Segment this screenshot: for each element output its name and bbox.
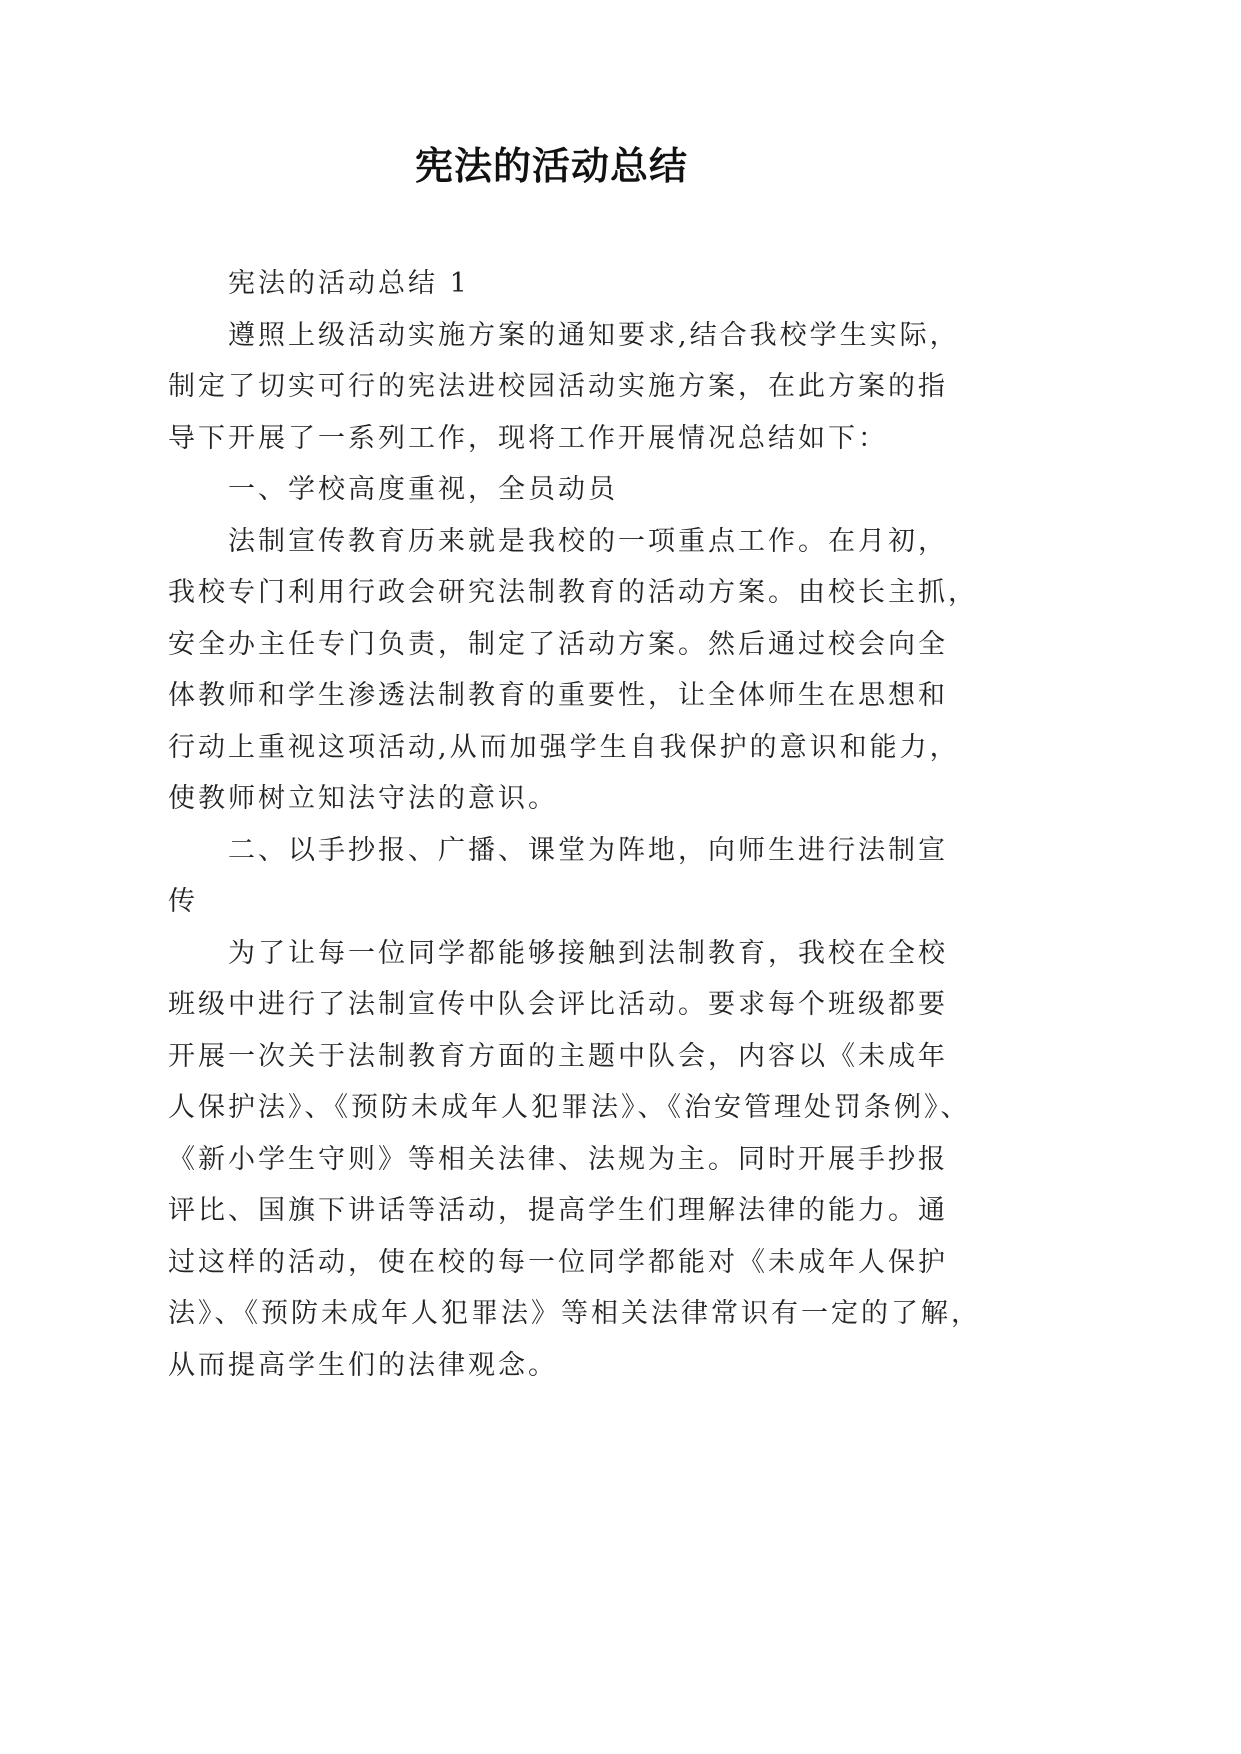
body-line: 行动上重视这项活动,从而加强学生自我保护的意识和能力，	[168, 731, 960, 763]
body-line: 为了让每一位同学都能够接触到法制教育，我校在全校	[228, 937, 948, 969]
body-line: 评比、国旗下讲话等活动，提高学生们理解法律的能力。通	[168, 1195, 948, 1226]
body-line: 使教师树立知法守法的意识。	[168, 783, 558, 814]
body-line: 法制宣传教育历来就是我校的一项重点工作。在月初，	[228, 525, 948, 557]
body-line: 安全办主任专门负责，制定了活动方案。然后通过校会向全	[168, 628, 948, 660]
document-title: 宪法的活动总结	[414, 143, 688, 188]
body-line: 过这样的活动，使在校的每一位同学都能对《未成年人保护	[168, 1246, 948, 1278]
body-line: 从而提高学生们的法律观念。	[168, 1349, 558, 1381]
body-line: 导下开展了一系列工作，现将工作开展情况总结如下：	[168, 422, 888, 454]
body-line: 传	[168, 886, 198, 917]
body-line: 法》、《预防未成年人犯罪法》等相关法律常识有一定的了解，	[168, 1298, 981, 1329]
body-line: 二、以手抄报、广播、课堂为阵地，向师生进行法制宣	[228, 834, 948, 866]
body-line: 人保护法》、《预防未成年人犯罪法》、《治安管理处罚条例》、	[168, 1092, 971, 1123]
body-line: 制定了切实可行的宪法进校园活动实施方案，在此方案的指	[168, 371, 948, 402]
document-body	[168, 258, 981, 1391]
body-line: 《新小学生守则》等相关法律、法规为主。同时开展手抄报	[168, 1143, 948, 1175]
body-line: 我校专门利用行政会研究法制教育的活动方案。由校长主抓，	[168, 577, 978, 608]
body-line: 一、学校高度重视，全员动员	[228, 474, 618, 505]
body-line: 班级中进行了法制宣传中队会评比活动。要求每个班级都要	[168, 989, 948, 1020]
body-line: 体教师和学生渗透法制教育的重要性，让全体师生在思想和	[168, 680, 948, 711]
body-line: 开展一次关于法制教育方面的主题中队会，内容以《未成年	[168, 1040, 948, 1072]
body-line: 宪法的活动总结 1	[228, 268, 470, 299]
body-line: 遵照上级活动实施方案的通知要求,结合我校学生实际，	[228, 319, 960, 351]
